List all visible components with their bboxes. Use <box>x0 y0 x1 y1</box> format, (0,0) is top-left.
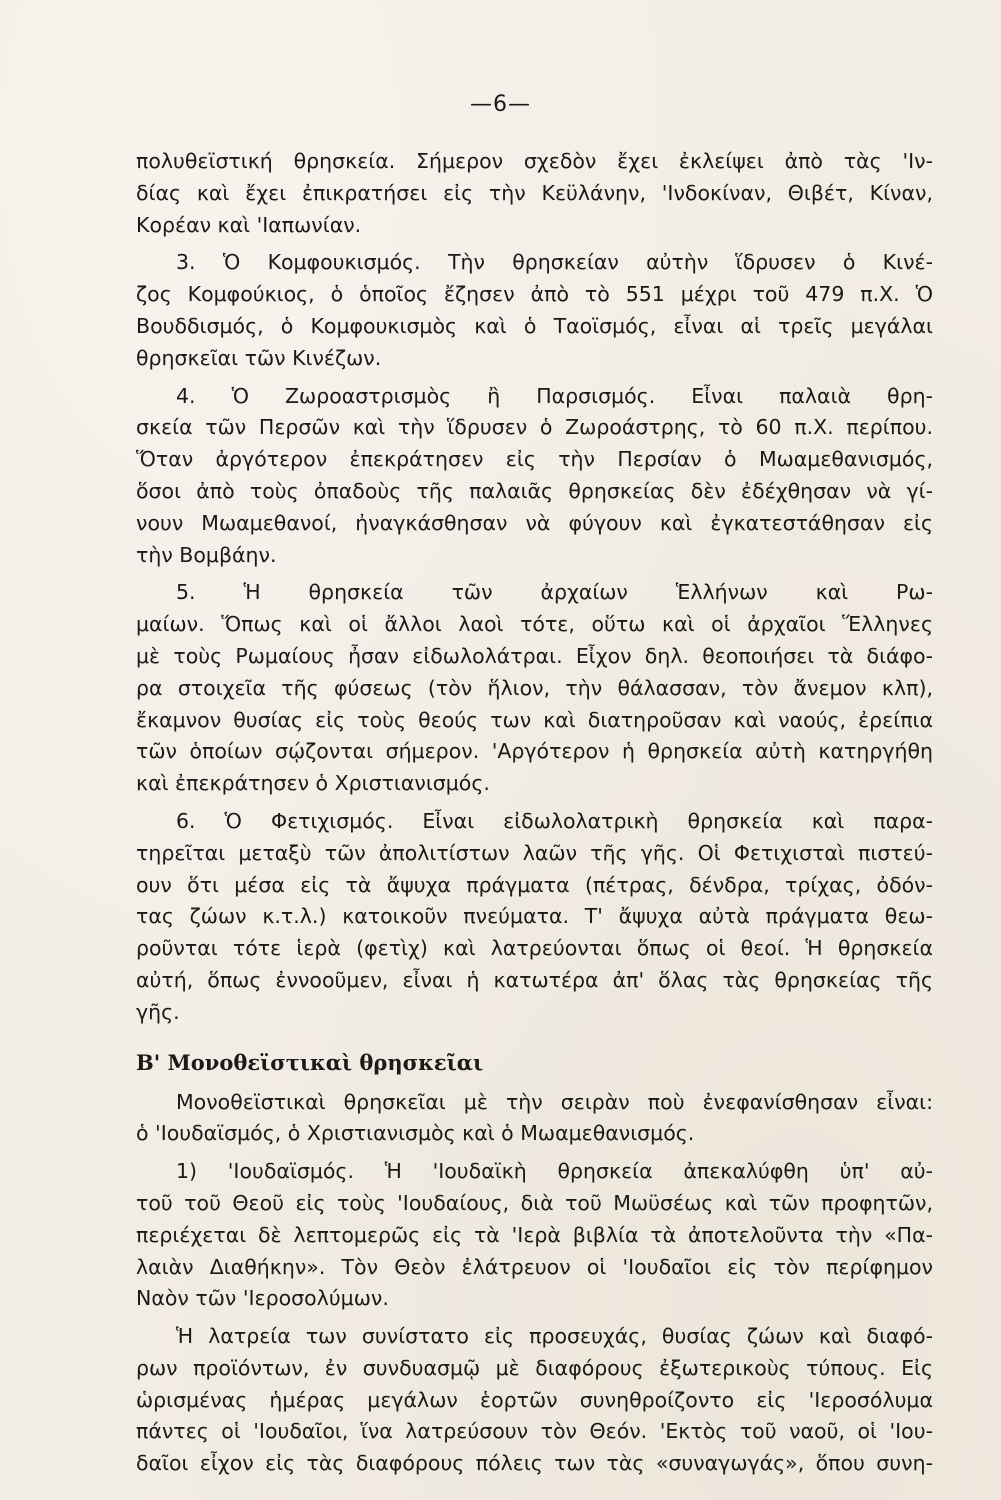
text-line: καὶ ἐπεκράτησεν ὁ Χριστιανισμός. <box>136 771 490 796</box>
text-line: δίας καὶ ἔχει ἐπικρατήσει εἰς τὴν Κεϋλάνην, 'Ινδοκίναν, Θιβέτ, Κίναν, <box>136 180 933 205</box>
text-line: πάντες οἱ 'Ιουδαῖοι, ἵνα λατρεύσουν τὸν Θεόν. 'Εκτὸς τοῦ ναοῦ, οἱ 'Ιου- <box>136 1419 933 1444</box>
text-line: λαιὰν Διαθήκην». Τὸν Θεὸν ἐλάτρευον οἱ 'Ιουδαῖοι εἰς τὸν περίφημον <box>136 1254 933 1279</box>
text-line: Μονοθεϊστικαὶ θρησκεῖαι μὲ τὴν σειρὰν ποὺ ἐνεφανίσθησαν εἶναι: <box>176 1089 933 1114</box>
page-number: —6— <box>470 92 531 117</box>
text-line: ουν ὅτι μέσα εἰς τὰ ἄψυχα πράγματα (πέτρας, δένδρα, τρίχας, ὀδόν- <box>136 872 933 897</box>
text-line: σκεία τῶν Περσῶν καὶ τὴν ἵδρυσεν ὁ Ζωροάστρης, τὸ 60 π.Χ. περίπου. <box>136 415 933 440</box>
section-heading: Β' Μονοθεϊστικαὶ θρησκεῖαι <box>136 1049 484 1075</box>
text-line: 4. Ὁ Ζωροαστρισμὸς ἢ Παρσισμός. Εἶναι παλαιὰ θρη- <box>176 383 933 408</box>
text-line: μὲ τοὺς Ρωμαίους ἦσαν εἰδωλολάτραι. Εἶχον δηλ. θεοποιήσει τὰ διάφο- <box>136 643 933 668</box>
text-line: θρησκεῖαι τῶν Κινέζων. <box>136 345 382 370</box>
text-line: 5. Ἡ θρησκεία τῶν ἀρχαίων Ἑλλήνων καὶ Ρω- <box>176 580 933 605</box>
text-line: περιέχεται δὲ λεπτομερῶς εἰς τὰ 'Ιερὰ βιβλία τὰ ἀποτελοῦντα τὴν «Πα- <box>136 1222 933 1247</box>
text-line: ἔκαμνον θυσίας εἰς τοὺς θεούς των καὶ διατηροῦσαν καὶ ναούς, ἐρείπια <box>136 707 933 732</box>
text-line: δαῖοι εἶχον εἰς τὰς διαφόρους πόλεις των τὰς «συναγωγάς», ὅπου συνη- <box>136 1451 933 1476</box>
text-line: ρων προϊόντων, ἐν συνδυασμῷ μὲ διαφόρους ἐξωτερικοὺς τύπους. Εἰς <box>136 1355 933 1380</box>
text-line: μαίων. Ὅπως καὶ οἱ ἄλλοι λαοὶ τότε, οὕτω καὶ οἱ ἀρχαῖοι Ἕλληνες <box>136 612 933 637</box>
text-line: αὐτή, ὅπως ἐννοοῦμεν, εἶναι ἡ κατωτέρα ἀπ' ὅλας τὰς θρησκείας τῆς <box>136 967 933 992</box>
text-line: ρα στοιχεῖα τῆς φύσεως (τὸν ἥλιον, τὴν θάλασσαν, τὸν ἄνεμον κλπ), <box>136 675 933 700</box>
text-line: ροῦνται τότε ἱερὰ (φετὶχ) καὶ λατρεύονται ὅπως οἱ θεοί. Ἡ θρησκεία <box>136 936 933 961</box>
text-line: Βουδδισμός, ὁ Κομφουκισμὸς καὶ ὁ Ταοϊσμός, εἶναι αἱ τρεῖς μεγάλαι <box>136 313 933 338</box>
text-line: 1) 'Ιουδαϊσμός. Ἡ 'Ιουδαϊκὴ θρησκεία ἀπεκαλύφθη ὑπ' αὐ- <box>176 1159 933 1184</box>
text-line: πολυθεϊστική θρησκεία. Σήμερον σχεδὸν ἔχει ἐκλείψει ἀπὸ τὰς 'Ιν- <box>136 149 933 173</box>
text-line: ὅσοι ἀπὸ τοὺς ὀπαδοὺς τῆς παλαιᾶς θρησκείας δὲν ἐδέχθησαν νὰ γί- <box>136 478 933 503</box>
text-line: τὴν Βομβάην. <box>136 542 277 567</box>
text-line: Ναὸν τῶν 'Ιεροσολύμων. <box>136 1286 389 1311</box>
text-line: ὁ 'Ιουδαϊσμός, ὁ Χριστιανισμὸς καὶ ὁ Μωαμεθανισμός. <box>136 1121 695 1146</box>
text-line: 3. Ὁ Κομφουκισμός. Τὴν θρησκείαν αὐτὴν ἵδρυσεν ὁ Κινέ- <box>176 250 933 275</box>
text-line: τῶν ὁποίων σῴζονται σήμερον. 'Αργότερον ἡ θρησκεία αὐτὴ κατηργήθη <box>136 739 933 764</box>
text-line: τηρεῖται μεταξὺ τῶν ἀπολιτίστων λαῶν τῆς γῆς. Οἱ Φετιχισταὶ πιστεύ- <box>136 840 933 865</box>
text-line: γῆς. <box>136 999 180 1024</box>
text-line: Ὅταν ἀργότερον ἐπεκράτησεν εἰς τὴν Περσίαν ὁ Μωαμεθανισμός, <box>136 447 933 472</box>
text-line: τοῦ τοῦ Θεοῦ εἰς τοὺς 'Ιουδαίους, διὰ τοῦ Μωϋσέως καὶ τῶν προφητῶν, <box>136 1190 933 1215</box>
text-line: 6. Ὁ Φετιχισμός. Εἶναι εἰδωλολατρικὴ θρησκεία καὶ παρα- <box>176 808 933 833</box>
text-line: Κορέαν καὶ 'Ιαπωνίαν. <box>136 212 362 237</box>
text-line: Ἡ λατρεία των συνίστατο εἰς προσευχάς, θυσίας ζώων καὶ διαφό- <box>176 1324 933 1349</box>
text-line: νουν Μωαμεθανοί, ἠναγκάσθησαν νὰ φύγουν καὶ ἐγκατεστάθησαν εἰς <box>136 510 933 535</box>
text-line: ζος Κομφούκιος, ὁ ὁποῖος ἔζησεν ἀπὸ τὸ 551 μέχρι τοῦ 479 π.Χ. Ὁ <box>136 282 933 307</box>
body-text <box>136 146 933 1480</box>
text-line: τας ζώων κ.τ.λ.) κατοικοῦν πνεύματα. Τ' ἄψυχα αὐτὰ πράγματα θεω- <box>136 904 933 929</box>
text-line: ὡρισμένας ἡμέρας μεγάλων ἑορτῶν συνηθροίζοντο εἰς 'Ιεροσόλυμα <box>136 1387 933 1412</box>
